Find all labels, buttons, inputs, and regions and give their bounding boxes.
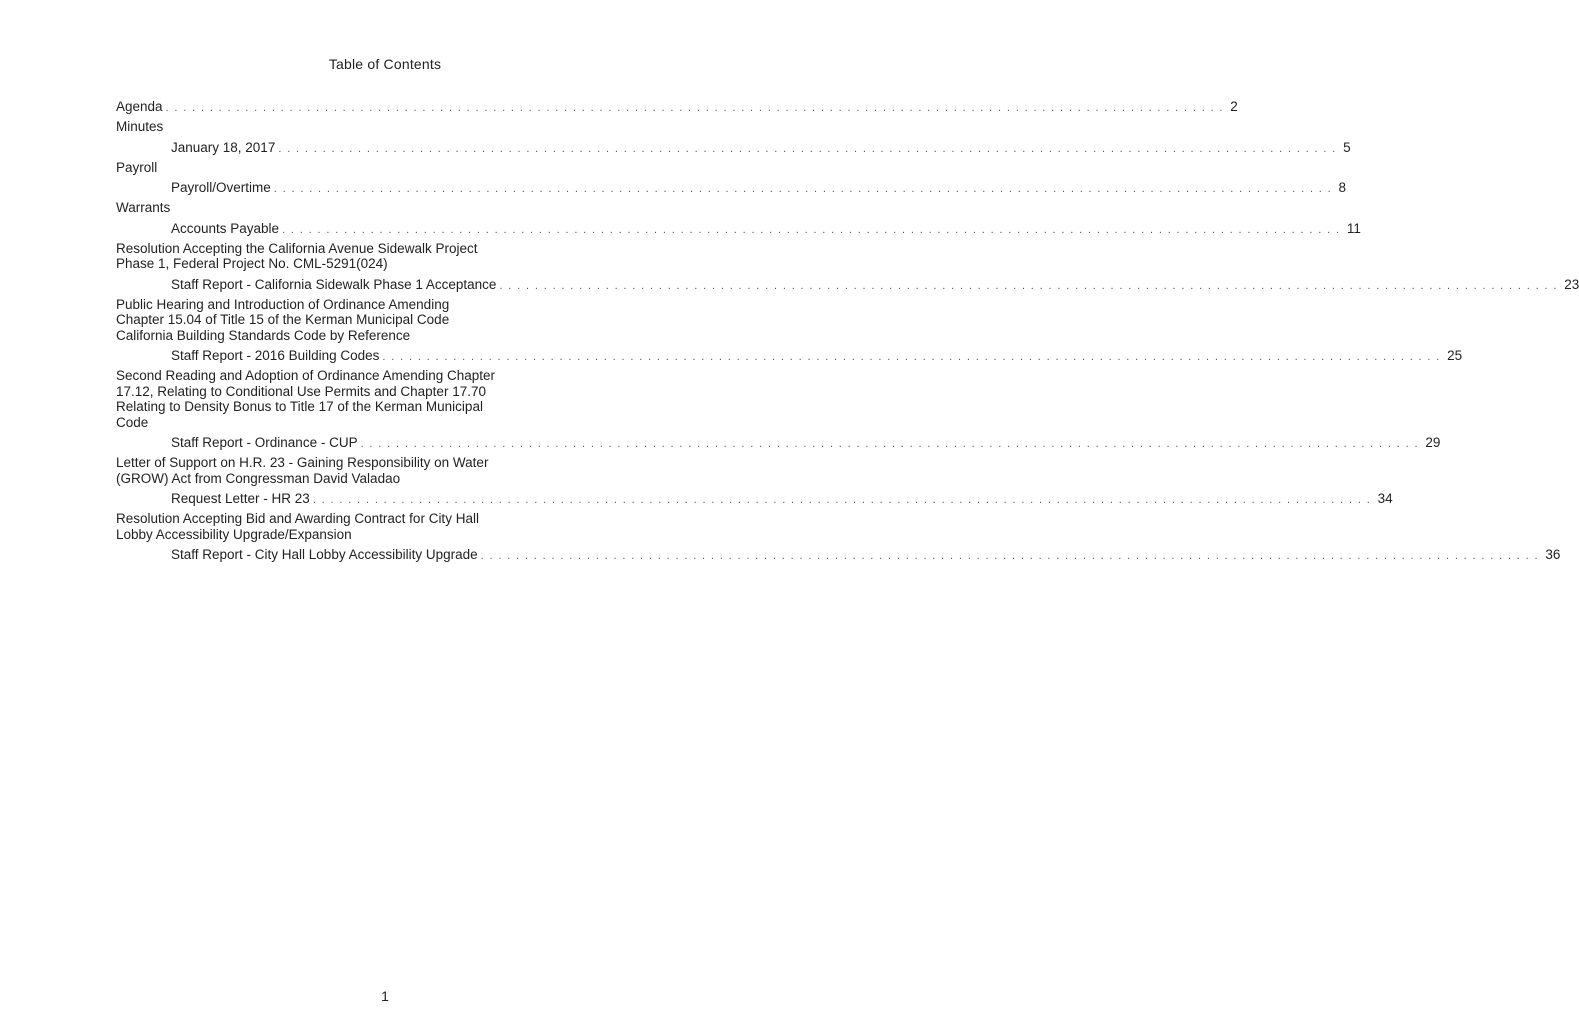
dot-leader: ........................................................................................................................: [278, 142, 1342, 155]
toc-entry-label: Agenda: [116, 99, 163, 114]
toc-entry-hr23-request-letter[interactable]: [116, 490, 1393, 507]
page-title: Table of Contents: [328, 56, 442, 72]
toc-section-heading-line: Code: [116, 414, 149, 430]
dot-leader: ........................................................................................................................: [273, 183, 1337, 195]
toc-entry-label: Staff Report - California Sidewalk Phase 1 Acceptance: [171, 276, 497, 292]
page-number: 1: [381, 988, 389, 1004]
toc-section-heading-line: Resolution Accepting the California Avenue Sidewalk Project: [116, 240, 478, 256]
toc-section-heading-line: (GROW) Act from Congressman David Valadao: [116, 470, 401, 486]
dot-leader: ........................................................................................................................: [282, 223, 1345, 236]
toc-section-warrants: [116, 200, 556, 216]
toc-section-heading-line: California Building Standards Code by Reference: [116, 327, 411, 343]
toc-page-number: 25: [1447, 348, 1463, 363]
toc-section-minutes: [116, 119, 556, 135]
dot-leader: ........................................................................................................................: [165, 102, 1229, 114]
toc-entry-label: Staff Report - 2016 Building Codes: [171, 348, 380, 363]
toc-entry-label: Staff Report - Ordinance - CUP: [171, 435, 358, 450]
toc-section-heading: Minutes: [116, 119, 164, 134]
toc-entry-label: Staff Report - City Hall Lobby Accessibility Upgrade: [171, 547, 478, 562]
toc-entry-label: Request Letter - HR 23: [171, 491, 310, 506]
toc-section-heading-line: Phase 1, Federal Project No. CML-5291(024): [116, 256, 388, 271]
toc-entry-cup-staff-report[interactable]: [116, 434, 1441, 451]
toc-entry-lobby-staff-report[interactable]: [116, 546, 1561, 563]
dot-leader: ........................................................................................................................: [499, 279, 1563, 292]
toc-page-number: 34: [1377, 491, 1393, 506]
toc-section-heading-line: Lobby Accessibility Upgrade/Expansion: [116, 526, 352, 542]
toc-section-heading-line: Public Hearing and Introduction of Ordinance Amending: [116, 296, 450, 312]
toc-page-number: 5: [1343, 139, 1351, 155]
toc-entry-label: Payroll/Overtime: [171, 180, 271, 195]
toc-entry-label: Accounts Payable: [171, 220, 280, 236]
toc-section-grow-act-letter: [116, 455, 556, 486]
toc-section-heading-line: 17.12, Relating to Conditional Use Permits and Chapter 17.70: [116, 383, 486, 399]
toc-entry-building-codes-staff-report[interactable]: [116, 347, 1463, 364]
toc-section-heading-line: Resolution Accepting Bid and Awarding Contract for City Hall: [116, 511, 479, 526]
dot-leader: ........................................................................................................................: [382, 351, 1446, 363]
dot-leader: ........................................................................................................................: [312, 494, 1376, 506]
dot-leader: ........................................................................................................................: [360, 438, 1424, 450]
toc-entry-agenda[interactable]: [116, 98, 1238, 115]
toc-page-number: 11: [1346, 220, 1361, 236]
toc-section-payroll: [116, 160, 556, 176]
toc-page-number: 36: [1545, 547, 1561, 562]
table-of-contents: [116, 98, 1579, 567]
toc-page-number: 23: [1564, 276, 1579, 292]
toc-section-heading: Payroll: [116, 159, 158, 175]
toc-section-heading-line: Chapter 15.04 of Title 15 of the Kerman Municipal Code: [116, 312, 450, 327]
toc-section-building-codes-hearing: [116, 297, 556, 344]
dot-leader: ........................................................................................................................: [480, 550, 1544, 562]
toc-section-heading: Warrants: [116, 200, 171, 215]
toc-entry-label: January 18, 2017: [171, 139, 276, 155]
toc-page-number: 29: [1425, 435, 1441, 450]
toc-page-number: 8: [1338, 180, 1347, 195]
toc-entry-accounts-payable[interactable]: [116, 220, 1361, 237]
toc-entry-payroll-overtime[interactable]: [116, 179, 1347, 196]
toc-entry-january-18-2017[interactable]: [116, 139, 1351, 156]
toc-section-heading-line: Second Reading and Adoption of Ordinance Amending Chapter: [116, 368, 496, 383]
toc-page-number: 2: [1230, 99, 1238, 114]
toc-section-heading-line: Letter of Support on H.R. 23 - Gaining Responsibility on Water: [116, 455, 489, 470]
toc-entry-sidewalk-staff-report[interactable]: [116, 276, 1579, 293]
toc-section-heading-line: Relating to Density Bonus to Title 17 of the Kerman Municipal: [116, 399, 483, 414]
toc-section-sidewalk-resolution: [116, 241, 556, 272]
toc-section-lobby-contract: [116, 511, 556, 542]
toc-section-cup-ordinance: [116, 368, 556, 430]
